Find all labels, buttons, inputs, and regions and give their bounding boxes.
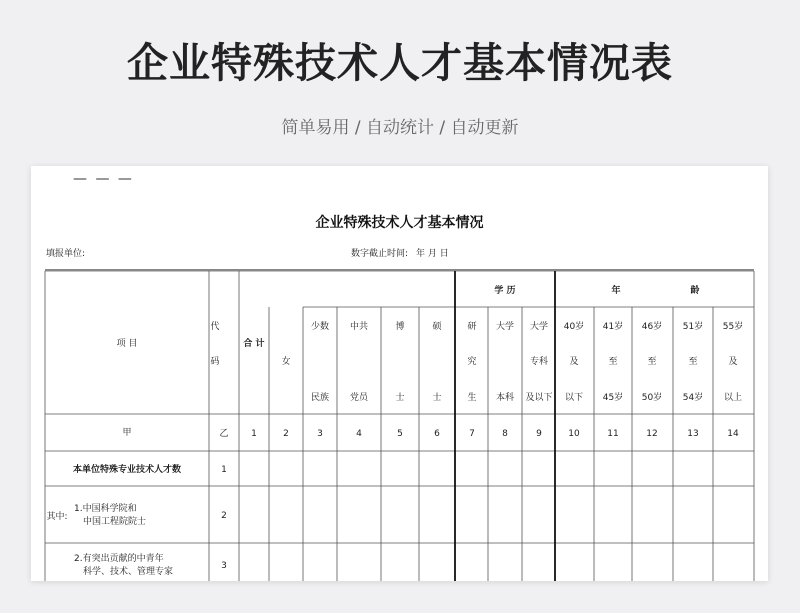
deadline-value: 年 月 日 xyxy=(416,249,449,259)
header-age46-3: 50岁 xyxy=(641,393,663,403)
index-cell: 11 xyxy=(607,429,619,439)
header-doctor-2: 士 xyxy=(395,393,405,403)
header-postgrad-3: 生 xyxy=(467,393,477,403)
header-college-1: 大学 xyxy=(529,322,549,332)
index-cell: 9 xyxy=(536,429,542,439)
stats-table xyxy=(31,166,768,581)
header-dashes: — — — xyxy=(73,171,134,187)
index-cell: 6 xyxy=(434,429,440,439)
index-cell: 14 xyxy=(727,429,739,439)
header-age55-3: 以上 xyxy=(723,393,743,403)
header-master-1: 硕 xyxy=(432,322,442,332)
row-code: 2 xyxy=(221,511,227,521)
table-bold-dividers xyxy=(455,271,555,581)
header-education-group: 学 历 xyxy=(494,286,516,296)
row-label-line1: 2.有突出贡献的中青年 xyxy=(74,554,164,564)
header-party-2: 党员 xyxy=(349,393,369,403)
header-age46-1: 46岁 xyxy=(641,322,663,332)
header-postgrad-1: 研 xyxy=(467,322,477,332)
header-age55-1: 55岁 xyxy=(722,322,744,332)
row-label-line2: 中国工程院院士 xyxy=(83,517,147,527)
index-cell: 1 xyxy=(251,429,257,439)
index-cell: 13 xyxy=(687,429,699,439)
hero-title: 企业特殊技术人才基本情况表 xyxy=(127,39,673,87)
row-label-line2: 科学、技术、管理专家 xyxy=(83,567,174,577)
index-cell: 2 xyxy=(283,429,289,439)
header-minority-2: 民族 xyxy=(310,393,330,403)
header-age46-2: 至 xyxy=(647,357,657,367)
header-age41-1: 41岁 xyxy=(602,322,624,332)
index-cell: 10 xyxy=(568,429,580,439)
header-age40-2: 及 xyxy=(569,357,579,367)
index-cell: 3 xyxy=(317,429,323,439)
header-age51-1: 51岁 xyxy=(682,322,704,332)
row-label-line1: 1.中国科学院和 xyxy=(74,504,137,514)
header-code-2: 码 xyxy=(210,357,220,367)
index-cell: 5 xyxy=(397,429,403,439)
header-age40-1: 40岁 xyxy=(563,322,585,332)
header-age41-2: 至 xyxy=(608,357,618,367)
document-sheet xyxy=(31,166,768,581)
index-cell: 8 xyxy=(502,429,508,439)
header-party-1: 中共 xyxy=(349,322,369,332)
header-age41-3: 45岁 xyxy=(602,393,624,403)
header-doctor-1: 博 xyxy=(395,322,405,332)
header-age55-2: 及 xyxy=(728,357,738,367)
header-female: 女 xyxy=(281,357,291,367)
table-grid xyxy=(45,271,754,581)
index-cell: 乙 xyxy=(219,429,229,439)
row-prefix: 其中: xyxy=(46,512,68,522)
row-label: 本单位特殊专业技术人才数 xyxy=(72,465,182,475)
header-total: 合 计 xyxy=(243,339,265,349)
index-cell: 甲 xyxy=(122,428,132,438)
header-postgrad-2: 究 xyxy=(467,357,477,367)
header-minority-1: 少数 xyxy=(310,322,330,332)
header-age51-3: 54岁 xyxy=(682,393,704,403)
document-title: 企业特殊技术人才基本情况 xyxy=(315,215,484,231)
fill-unit-label: 填报单位: xyxy=(46,249,86,259)
header-college-2: 专科 xyxy=(529,357,549,367)
table-top-rule xyxy=(45,269,754,272)
deadline-label: 数字截止时间: xyxy=(351,249,409,259)
header-code-1: 代 xyxy=(210,322,220,332)
index-cell: 7 xyxy=(469,429,475,439)
header-age-left: 年 xyxy=(611,286,621,296)
index-cell: 4 xyxy=(356,429,362,439)
header-master-2: 士 xyxy=(432,393,442,403)
header-age40-3: 以下 xyxy=(564,393,584,403)
header-bachelor-2: 本科 xyxy=(495,393,515,403)
row-code: 1 xyxy=(221,465,227,475)
hero-subtitle: 简单易用 / 自动统计 / 自动更新 xyxy=(281,118,519,138)
index-cell: 12 xyxy=(646,429,658,439)
row-code: 3 xyxy=(221,561,227,571)
header-item: 项 目 xyxy=(116,339,138,349)
header-age-right: 龄 xyxy=(690,286,700,296)
header-bachelor-1: 大学 xyxy=(495,322,515,332)
header-age51-2: 至 xyxy=(688,357,698,367)
header-college-3: 及以下 xyxy=(525,393,553,403)
